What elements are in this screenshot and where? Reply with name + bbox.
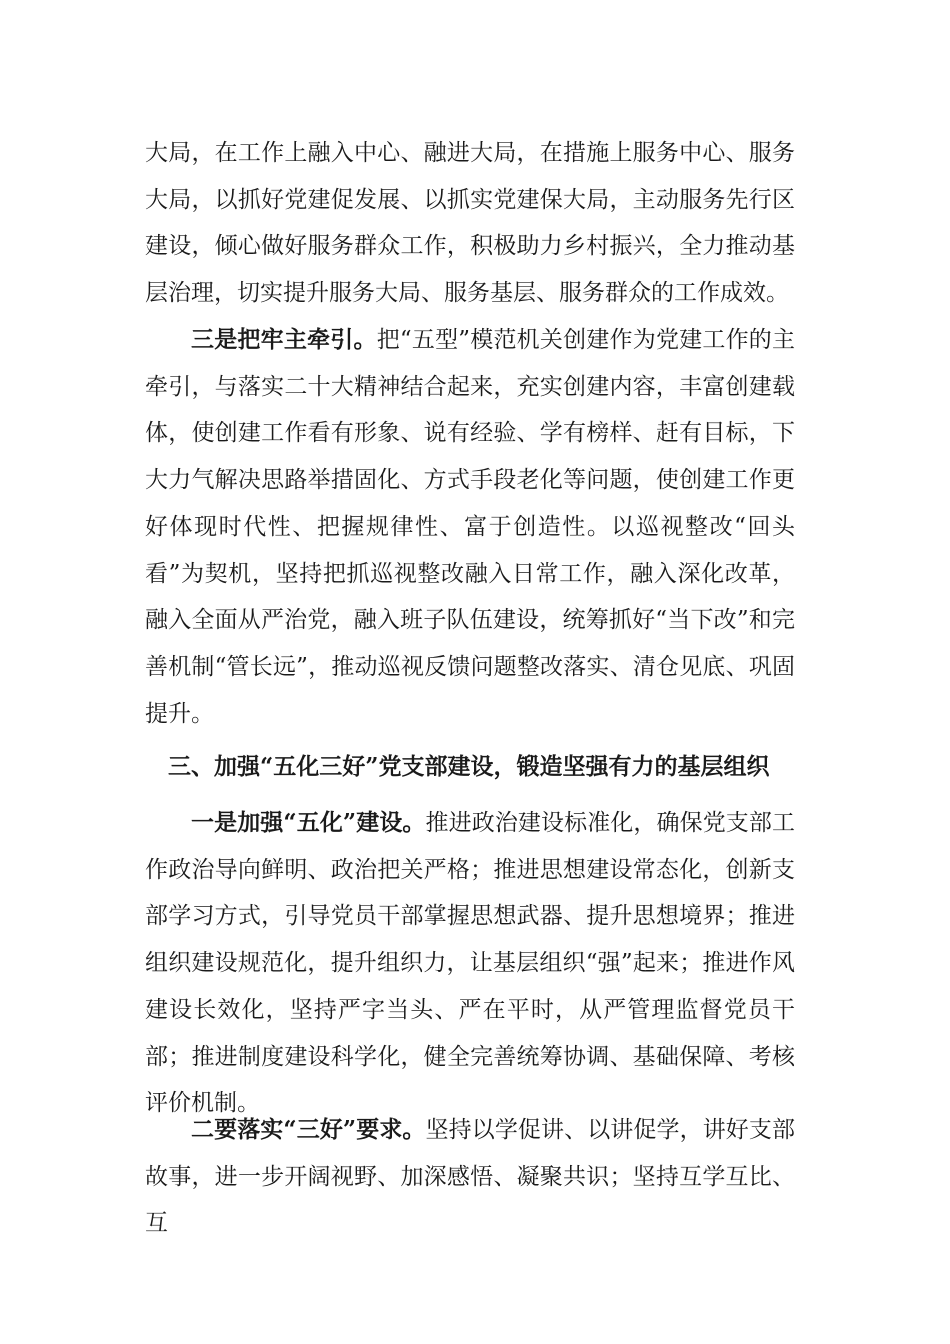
section-heading [145,744,795,791]
paragraph-2 [145,317,795,737]
paragraph-3-body [145,800,795,1127]
paragraph-4-text: 坚持以学促讲、以讲促学，讲好支部故事，进一步开阔视野、加深感悟、凝聚共识；坚持互学互比、互 [145,1117,795,1237]
paragraph-3 [145,800,795,1127]
paragraph-3-text: 推进政治建设标准化，确保党支部工作政治导向鲜明、政治把关严格；推进思想建设常态化，创新支部学习方式，引导党员干部掌握思想武器、提升思想境界；推进组织建设规范化，提升组织力，让基层组织“强”起来；推进作风建设长效化，坚持严字当头、严在平时，从严管理监督党员干部；推进制度建设科学化，健全完善统筹协调、基础保障、考核评价机制。 [145,810,795,1117]
paragraph-4-body [145,1107,795,1247]
paragraph-2-text: 把“五型”模范机关创建作为党建工作的主牵引，与落实二十大精神结合起来，充实创建内容，丰富创建载体，使创建工作看有形象、说有经验、学有榜样、赶有目标，下大力气解决思路举措固化、方式手段老化等问题，使创建工作更好体现时代性、把握规律性、富于创造性。以巡视整改“回头看”为契机，坚持把抓巡视整改融入日常工作，融入深化改革，融入全面从严治党，融入班子队伍建设，统筹抓好“当下改”和完善机制“管长远”，推动巡视反馈问题整改落实、清仓见底、巩固提升。 [145,327,795,727]
paragraph-3-lead: 一是加强“五化”建设。 [191,809,426,836]
paragraph-4-lead: 二要落实“三好”要求。 [191,1116,426,1143]
paragraph-4 [145,1107,795,1247]
paragraph-1 [145,130,795,317]
paragraph-2-lead: 三是把牢主牵引。 [191,326,377,353]
paragraph-2-body [145,317,795,737]
paragraph-1-text: 大局，在工作上融入中心、融进大局，在措施上服务中心、服务大局，以抓好党建促发展、以抓实党建保大局，主动服务先行区建设，倾心做好服务群众工作，积极助力乡村振兴，全力推动基层治理，切实提升服务大局、服务基层、服务群众的工作成效。 [145,140,795,307]
section-heading-text: 三、加强“五化三好”党支部建设，锻造坚强有力的基层组织 [168,753,770,780]
